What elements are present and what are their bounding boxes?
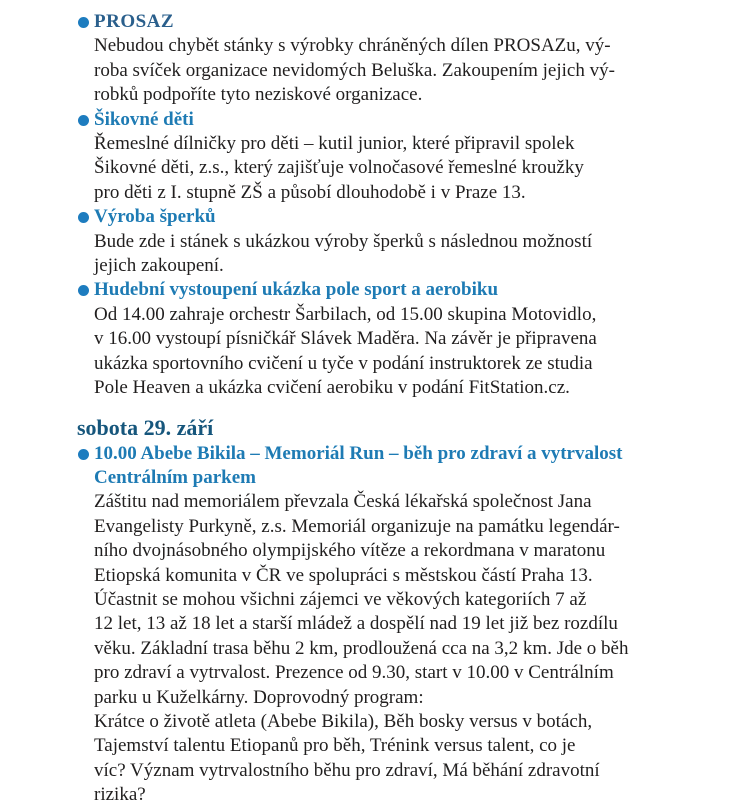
body-line: Tajemství talentu Etiopanů pro běh, Trénink versus talent, co je [94,735,576,757]
body-line: Účastnit se mohou všichni zájemci ve věkových kategoriích 7 až [94,588,587,610]
body-line: parku u Kuželkárny. Doprovodný program: [94,686,424,708]
bullet-icon [78,17,89,28]
body-line: roba svíček organizace nevidomých Beluška. Zakoupením jejich vý- [94,59,615,81]
body-line: Šikovné děti, z.s., který zajišťuje volnočasové řemeslné kroužky [94,157,584,179]
body-line: Evangelisty Purkyně, z.s. Memoriál organizuje na památku legendár- [94,515,620,537]
body-line: ukázka sportovního cvičení u tyče v podání instruktorek ze studia [94,352,593,374]
body-line: Od 14.00 zahraje orchestr Šarbilach, od 15.00 skupina Motovidlo, [94,303,597,325]
event-title: PROSAZ [94,11,175,32]
event-title: Centrálním parkem [94,466,257,488]
event-title: Výroba šperků [94,206,216,228]
event-item [94,108,730,206]
body-line: Bude zde i stánek s ukázkou výroby šperků s následnou možností [94,230,593,252]
event-title: Hudební vystoupení ukázka pole sport a aerobiku [94,279,499,301]
body-line: Pole Heaven a ukázka cvičení aerobiku v podání FitStation.cz. [94,377,570,399]
body-line: Nebudou chybět stánky s výrobky chráněných dílen PROSAZu, vý- [94,35,611,57]
event-item [94,205,730,278]
event-item [94,10,730,108]
bullet-icon [78,115,89,126]
body-line: 12 let, 13 až 18 let a starší mládež a dospělí nad 19 let již bez rozdílu [94,613,618,635]
event-title: Šikovné děti [94,108,194,130]
body-line: jejich zakoupení. [94,255,224,277]
body-line: pro zdraví a vytrvalost. Prezence od 9.30, start v 10.00 v Centrálním [94,662,614,684]
body-line: Krátce o životě atleta (Abebe Bikila), Běh bosky versus v botách, [94,710,593,732]
body-line: věku. Základní trasa běhu 2 km, prodloužená cca na 3,2 km. Jde o běh [94,637,629,659]
bullet-icon [78,285,89,296]
body-line: Etiopská komunita v ČR ve spolupráci s městskou částí Praha 13. [94,564,593,586]
body-line: ního dvojnásobného olympijského vítěze a rekordmana v maratonu [94,540,606,562]
body-line: v 16.00 vystoupí písničkář Slávek Maděra. Na závěr je připravena [94,328,597,350]
bullet-icon [78,212,89,223]
event-item [94,278,730,400]
date-heading: sobota 29. září [77,414,214,440]
body-line: Záštitu nad memoriálem převzala Česká lékařská společnost Jana [94,491,592,513]
body-line: robků podpoříte tyto neziskové organizace. [94,84,423,106]
body-line: víc? Význam vytrvalostního běhu pro zdraví, Má běhání zdravotní [94,759,600,781]
body-line: rizika? [94,784,146,805]
event-title: 10.00 Abebe Bikila – Memoriál Run – běh pro zdraví a vytrvalost [94,442,623,464]
event-item [94,442,730,805]
bullet-icon [78,449,89,460]
body-line: Řemeslné dílničky pro děti – kutil junior, které připravil spolek [94,133,575,155]
body-line: pro děti z I. stupně ZŠ a působí dlouhodobě i v Praze 13. [94,181,526,203]
